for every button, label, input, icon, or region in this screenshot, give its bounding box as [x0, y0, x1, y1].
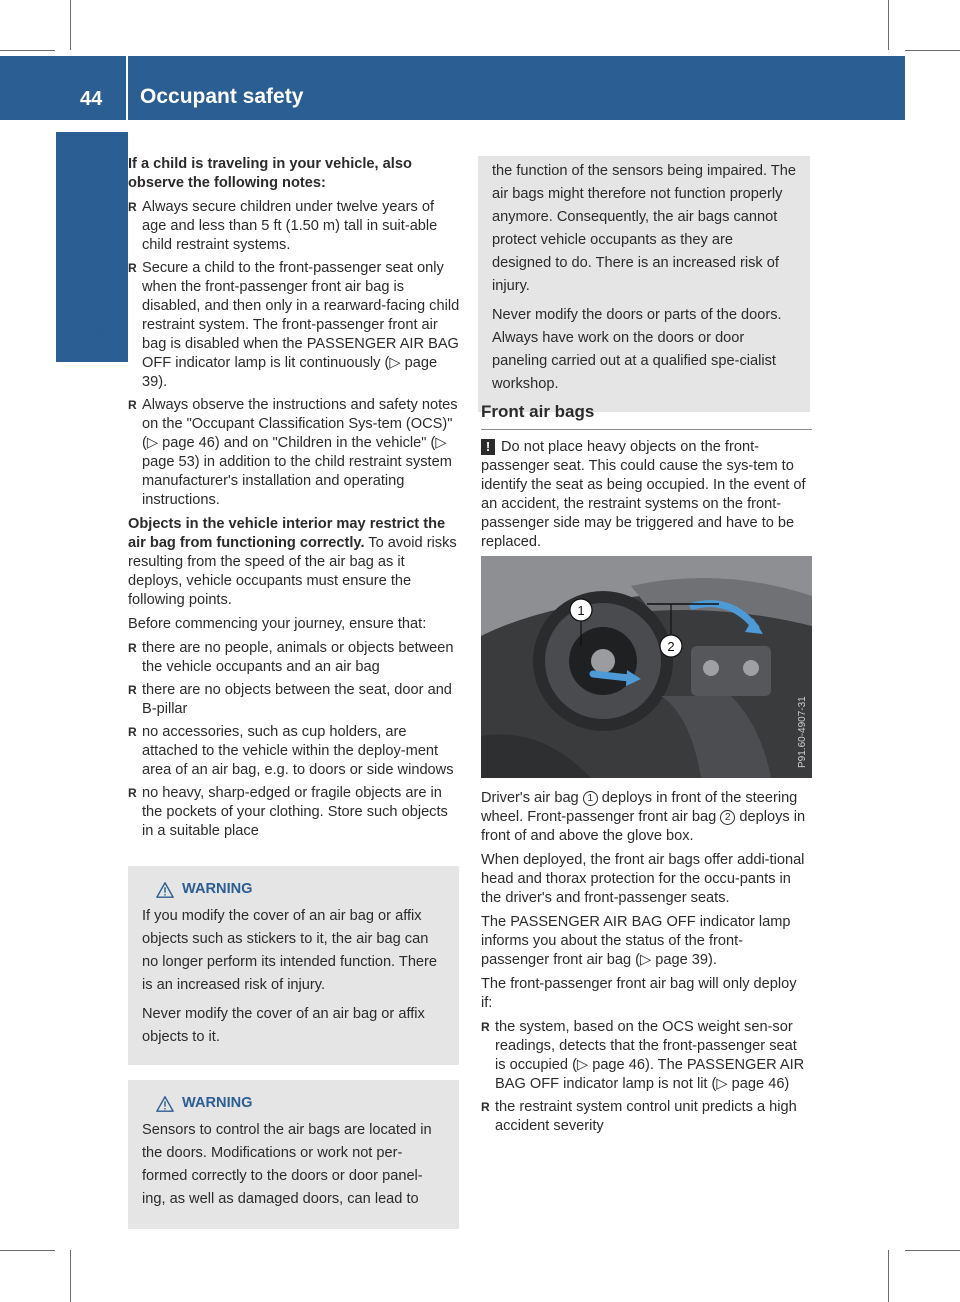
page-header — [0, 56, 905, 120]
list-item: R Always observe the instructions and safety notes on the "Occupant Classification Sys-tem (OCS)" (▷ page 46) and on "Children in the vehicle" (▷ page 53) in addition to the child restraint system manufacturer's installation and operating instructions. — [128, 397, 458, 508]
bullet-mark: R — [128, 786, 137, 800]
warning-box-continued — [478, 156, 810, 412]
deploy-conditions-list — [481, 1018, 811, 1136]
warning-text: Never modify the doors or parts of the doors. Always have work on the doors or door paneling carried out at a qualified spe-cialist workshop. — [492, 307, 782, 392]
deploy-conditions-intro: The front-passenger front air bag will only deploy if: — [481, 976, 797, 1011]
objects-paragraph: Objects in the vehicle interior may restrict the air bag from functioning correctly. To avoid risks resulting from the speed of the air bag as it deploys, vehicle occupants must ensure the following points. — [128, 516, 457, 608]
list-item: R Secure a child to the front-passenger seat only when the front-passenger front air bag is disabled, and then only in a rearward-facing child restraint system. The front-passenger front air bag is disabled when the PASSENGER AIR BAG OFF indicator lamp is lit continuously (▷ page 39). — [128, 260, 460, 390]
caption-paragraph: Driver's air bag 1 deploys in front of the steering wheel. Front-passenger front air bag 2 deploys in front of and above the glove box. — [481, 790, 806, 844]
warning-text: Sensors to control the air bags are located in the doors. Modifications or work not per-formed correctly to the doors or door panel-ing, as well as damaged doors, can lead to — [142, 1122, 432, 1207]
notice-paragraph: ! Do not place heavy objects on the front-passenger seat. This could cause the sys-tem to identify the seat as being occupied. In the event of an accident, the restraint systems on the front-passenger side may be triggered and have to be replaced. — [481, 439, 806, 550]
page-number: 44 — [80, 88, 103, 110]
bullet-mark: R — [481, 1020, 490, 1034]
crop-mark — [888, 0, 889, 50]
warning-triangle-icon — [156, 881, 174, 899]
list-item: R there are no people, animals or objects between the vehicle occupants and an air bag — [128, 640, 454, 675]
bullet-mark: R — [128, 398, 137, 412]
bullet-mark: R — [128, 200, 137, 214]
crop-mark — [888, 1250, 889, 1302]
right-column — [481, 789, 811, 1141]
section-heading: Front air bags — [481, 402, 595, 421]
warning-box — [128, 866, 459, 1065]
bullet-mark: R — [481, 1100, 490, 1114]
crop-mark — [70, 0, 71, 50]
bullet-mark: R — [128, 725, 137, 739]
bullet-mark: R — [128, 261, 137, 275]
deployed-paragraph: When deployed, the front air bags offer addi-tional head and thorax protection for the occu-pants in the driver's and front-passenger seats. — [481, 852, 805, 906]
callout-2-label: 2 — [667, 639, 675, 654]
left-column — [128, 155, 460, 846]
callout-1-label: 1 — [577, 603, 585, 618]
child-notes-list — [128, 198, 460, 510]
warning-text: the function of the sensors being impaired. The air bags might therefore not function properly anymore. Consequently, the air bags cannot protect vehicle occupants as they are designed to do. There is an increased risk of injury. — [492, 163, 796, 294]
bullet-mark: R — [128, 683, 137, 697]
crop-mark — [0, 50, 55, 51]
warning-heading: WARNING — [156, 878, 445, 901]
header-divider — [126, 56, 128, 120]
image-code: P91.60-4907-31 — [797, 696, 808, 768]
ensure-list — [128, 639, 460, 841]
callout-1-ref: 1 — [583, 791, 598, 806]
crop-mark — [70, 1250, 71, 1302]
warning-triangle-icon — [156, 1095, 174, 1113]
before-paragraph: Before commencing your journey, ensure that: — [128, 616, 427, 632]
crop-mark — [0, 1250, 55, 1251]
page-title: Occupant safety — [140, 85, 304, 108]
list-item: R Always secure children under twelve years of age and less than 5 ft (1.50 m) tall in suit-able child restraint systems. — [128, 199, 438, 253]
list-item: R the system, based on the OCS weight sen-sor readings, detects that the front-passenger seat is occupied (▷ page 46). The PASSENGER AIR BAG OFF indicator lamp is not lit (▷ page 46) — [481, 1019, 805, 1092]
intro-heading: If a child is traveling in your vehicle, also observe the following notes: — [128, 156, 412, 191]
list-item: R the restraint system control unit predicts a high accident severity — [481, 1099, 797, 1134]
list-item: R no accessories, such as cup holders, are attached to the vehicle within the deploy-ment area of an air bag, e.g. to doors or side windows — [128, 724, 454, 778]
crop-mark — [905, 1250, 960, 1251]
section-label: Safety — [82, 283, 109, 356]
warning-text: Never modify the cover of an air bag or affix objects to it. — [142, 1006, 425, 1045]
warning-box — [128, 1080, 459, 1229]
warning-text: If you modify the cover of an air bag or affix objects such as stickers to it, the air bag can no longer perform its intended function. There is an increased risk of injury. — [142, 908, 438, 993]
lamp-paragraph: The PASSENGER AIR BAG OFF indicator lamp informs you about the status of the front-passenger front air bag (▷ page 39). — [481, 914, 791, 968]
list-item: R no heavy, sharp-edged or fragile objects are in the pockets of your clothing. Store such objects in a suitable place — [128, 785, 448, 839]
exclamation-icon: ! — [481, 439, 495, 455]
list-item: R there are no objects between the seat, door and B-pillar — [128, 682, 452, 717]
crop-mark — [905, 50, 960, 51]
divider — [481, 429, 812, 430]
warning-heading: WARNING — [156, 1092, 445, 1115]
cockpit-photo — [481, 556, 812, 778]
callout-2-ref: 2 — [720, 810, 735, 825]
bullet-mark: R — [128, 641, 137, 655]
